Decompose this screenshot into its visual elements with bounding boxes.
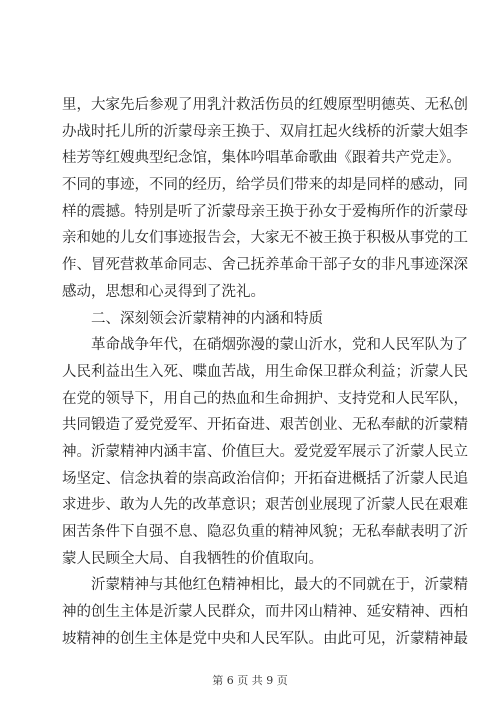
text-line: 革命战争年代，在硝烟弥漫的蒙山沂水，党和人民军队为了 — [91, 337, 468, 354]
text-line: 亲和她的儿女们事迹报告会，大家无不被王换于积极从事党的工 — [62, 230, 468, 247]
text-line: 共同锻造了爱党爱军、开拓奋进、艰苦创业、无私奉献的沂蒙精 — [62, 417, 468, 434]
text-line: 蒙人民顾全大局、自我牺牲的价值取向。 — [62, 550, 323, 567]
document-body — [62, 92, 468, 652]
text-line: 样的震撼。特别是听了沂蒙母亲王换于孙女于爱梅所作的沂蒙母 — [62, 203, 468, 220]
text-line: 神。沂蒙精神内涵丰富、价值巨大。爱党爱军展示了沂蒙人民立 — [62, 443, 468, 460]
text-line: 场坚定、信念执着的崇高政治信仰；开拓奋进概括了沂蒙人民追 — [62, 470, 468, 487]
text-line: 办战时托儿所的沂蒙母亲王换于、双肩扛起火线桥的沂蒙大姐李 — [62, 123, 468, 140]
text-line: 坡精神的创生主体是党中央和人民军队。由此可见，沂蒙精神最 — [62, 630, 468, 647]
text-line: 里，大家先后参观了用乳汁救活伤员的红嫂原型明德英、无私创 — [62, 97, 468, 113]
text-line: 困苦条件下自强不息、隐忍负重的精神风貌；无私奉献表明了沂 — [62, 524, 468, 540]
text-line: 求进步、敢为人先的改革意识；艰苦创业展现了沂蒙人民在艰难 — [62, 497, 468, 514]
text-line: 不同的事迹，不同的经历，给学员们带来的却是同样的感动，同 — [62, 177, 468, 194]
text-line: 桂芳等红嫂典型纪念馆，集体吟唱革命歌曲《跟着共产党走》。 — [62, 150, 461, 167]
text-line: 作、冒死营救革命同志、舍己抚养革命干部子女的非凡事迹深深 — [62, 257, 468, 274]
text-line: 感动，思想和心灵得到了洗礼。 — [62, 283, 265, 300]
text-line: 在党的领导下，用自己的热血和生命拥护、支持党和人民军队， — [62, 390, 468, 407]
text-line: 人民利益出生入死、喋血苦战，用生命保卫群众利益；沂蒙人民 — [62, 363, 468, 380]
text-line: 沂蒙精神与其他红色精神相比，最大的不同就在于，沂蒙精 — [91, 577, 468, 594]
text-line: 神的创生主体是沂蒙人民群众，而井冈山精神、延安精神、西柏 — [62, 604, 468, 621]
page-number-footer: 第 6 页 共 9 页 — [212, 674, 288, 687]
section-heading: 二、深刻领会沂蒙精神的内涵和特质 — [91, 310, 323, 327]
